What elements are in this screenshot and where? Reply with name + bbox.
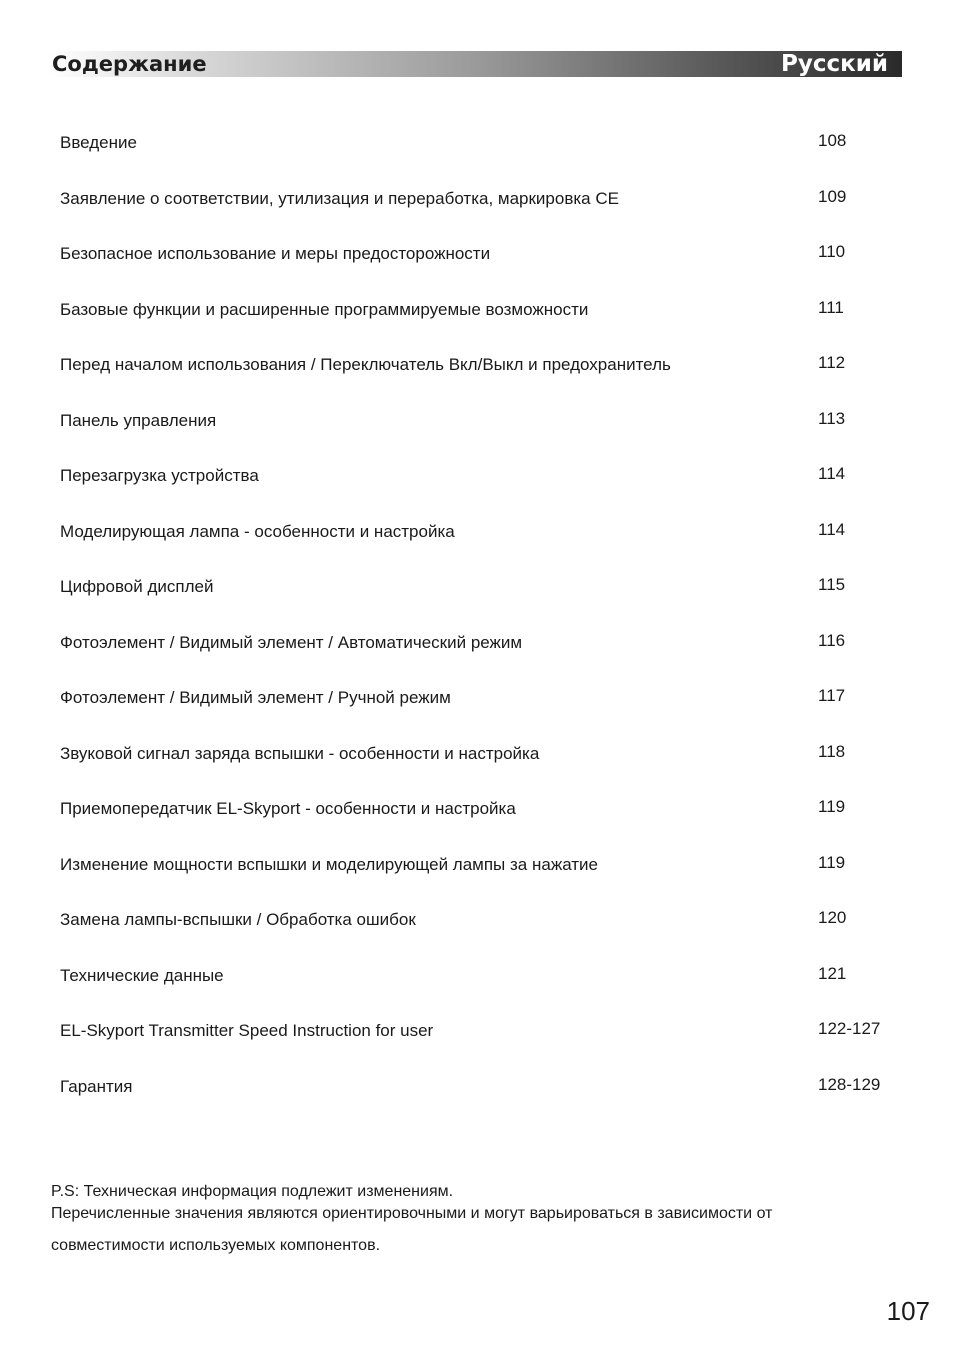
toc-entry-title: Цифровой дисплей: [60, 577, 214, 596]
toc-entry-title: EL-Skyport Transmitter Speed Instruction for user: [60, 1021, 434, 1040]
toc-entry-title: Перезагрузка устройства: [60, 466, 259, 485]
footnote-line: совместимости используемых компонентов.: [51, 1237, 381, 1254]
toc-entry-page: 108: [818, 131, 847, 150]
toc-entry[interactable]: [60, 742, 900, 798]
toc-entry-page: 128-129: [818, 1074, 881, 1094]
toc-entry[interactable]: [60, 631, 900, 687]
toc-entry-page: 115: [818, 575, 846, 594]
toc-entry[interactable]: [60, 797, 900, 853]
footnote-line: Перечисленные значения являются ориентировочными и могут варьироваться в зависимости от: [51, 1205, 773, 1222]
toc-entry-title: Фотоэлемент / Видимый элемент / Автоматический режим: [60, 632, 523, 652]
toc-entry-title: Фотоэлемент / Видимый элемент / Ручной режим: [60, 688, 451, 707]
toc-entry[interactable]: [60, 464, 900, 520]
toc-entry-page: 114: [818, 464, 846, 483]
page-title: Содержание: [52, 52, 207, 76]
toc-entry-page: 111: [818, 297, 844, 317]
toc-entry-page: 118: [818, 741, 846, 761]
toc-entry[interactable]: [60, 1019, 900, 1075]
toc-entry[interactable]: [60, 187, 900, 243]
toc-entry-page: 122-127: [818, 1019, 881, 1038]
toc-entry[interactable]: [60, 298, 900, 354]
toc-entry-page: 117: [818, 686, 846, 705]
toc-entry-title: Панель управления: [60, 410, 217, 430]
toc-entry-title: Изменение мощности вспышки и моделирующей лампы за нажатие: [60, 854, 599, 874]
footnote: [51, 1182, 871, 1256]
toc-entry[interactable]: [60, 242, 900, 298]
toc-entry-title: Заявление о соответствии, утилизация и переработка, маркировка CE: [60, 188, 619, 208]
toc-entry-title: Безопасное использование и меры предосторожности: [60, 244, 491, 263]
toc-entry-page: 109: [818, 186, 847, 206]
toc-entry[interactable]: [60, 131, 900, 187]
toc-entry[interactable]: [60, 353, 900, 409]
toc-entry[interactable]: [60, 1075, 900, 1131]
language-label: Русский: [781, 51, 888, 77]
toc-entry-title: Моделирующая лампа - особенности и настройка: [60, 521, 455, 541]
toc-entry[interactable]: [60, 853, 900, 909]
toc-entry-title: Замена лампы-вспышки / Обработка ошибок: [60, 910, 416, 929]
toc-entry-page: 114: [818, 519, 846, 539]
toc-entry-page: 116: [818, 630, 846, 650]
toc-entry-page: 119: [818, 852, 846, 872]
toc-entry[interactable]: [60, 409, 900, 465]
toc-entry[interactable]: [60, 964, 900, 1020]
toc-entry-page: 120: [818, 908, 847, 927]
toc-entry-page: 121: [818, 963, 847, 983]
toc-entry[interactable]: [60, 520, 900, 576]
toc-entry-title: Введение: [60, 133, 137, 152]
toc-entry-title: Технические данные: [60, 965, 224, 985]
toc-entry[interactable]: [60, 908, 900, 964]
footnote-line: P.S: Техническая информация подлежит изменениям.: [51, 1183, 454, 1200]
toc-entry-title: Базовые функции и расширенные программируемые возможности: [60, 299, 589, 319]
table-of-contents: [60, 131, 900, 1130]
toc-entry[interactable]: [60, 575, 900, 631]
toc-entry-title: Звуковой сигнал заряда вспышки - особенности и настройка: [60, 743, 540, 763]
toc-entry-title: Приемопередатчик EL-Skyport - особенности и настройка: [60, 799, 516, 818]
toc-entry-title: Гарантия: [60, 1076, 133, 1096]
toc-entry-page: 113: [818, 408, 846, 428]
toc-entry-page: 110: [818, 242, 846, 261]
toc-entry-title: Перед началом использования / Переключатель Вкл/Выкл и предохранитель: [60, 355, 671, 374]
toc-entry-page: 119: [818, 797, 846, 816]
page-number: 107: [886, 1296, 930, 1326]
toc-entry[interactable]: [60, 686, 900, 742]
toc-entry-page: 112: [818, 353, 846, 372]
